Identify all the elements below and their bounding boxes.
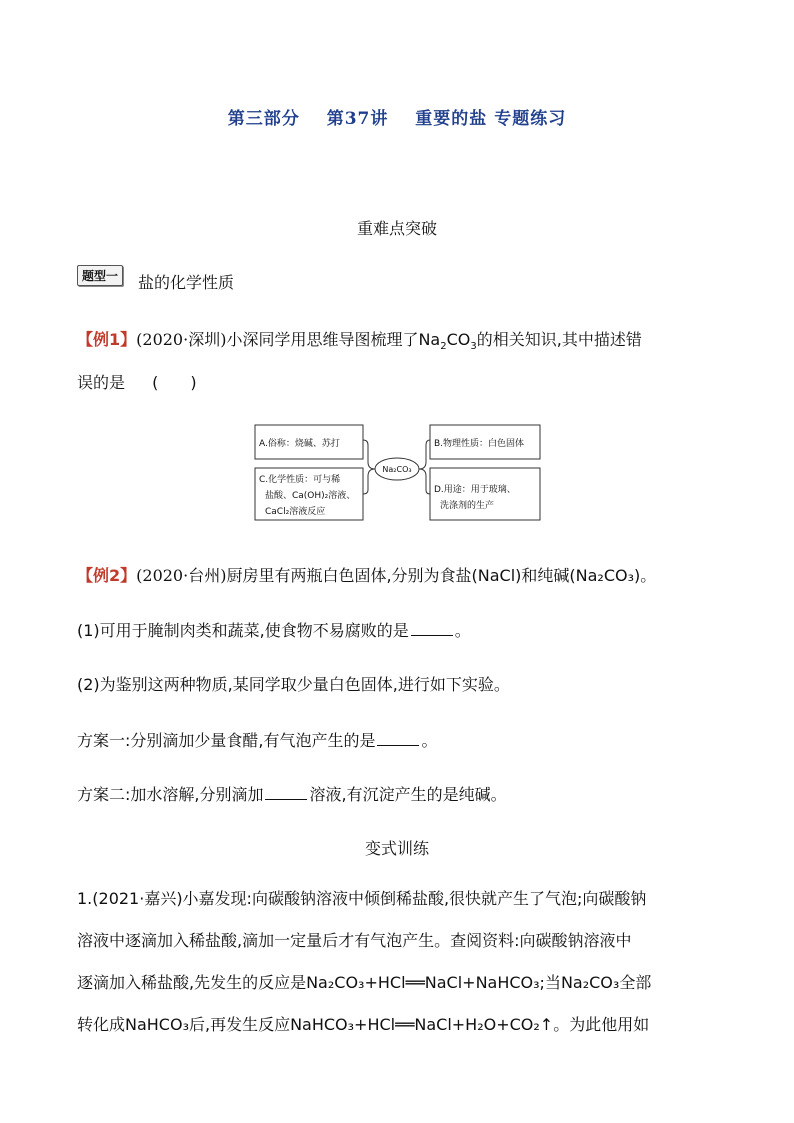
box-c-line-1: C.化学性质：可与稀 xyxy=(259,475,341,485)
box-b-text: B.物理性质：白色固体 xyxy=(434,439,525,449)
section-heading-difficult: 重难点突破 xyxy=(356,219,437,238)
plan-1-end: 。 xyxy=(421,731,438,750)
plan-2-text-a: 方案二:加水溶解,分别滴加 xyxy=(77,785,264,804)
section-heading-practice: 变式训练 xyxy=(364,839,429,858)
connector-a xyxy=(363,440,375,469)
connector-d xyxy=(419,469,430,494)
answer-blank-3[interactable] xyxy=(265,785,307,800)
answer-blank-2[interactable] xyxy=(377,731,419,746)
question-1-line-3: 逐滴加入稀盐酸,先发生的反应是Na₂CO₃+HCl══NaCl+NaHCO₃;当Na₂CO₃全部 xyxy=(77,973,652,992)
title-lecture: 第37讲 xyxy=(326,109,389,129)
plan-1-text: 方案一:分别滴加少量食醋,有气泡产生的是 xyxy=(77,731,376,750)
question-type-tag: 题型一 xyxy=(77,265,123,286)
example-1-label: 【例1】 xyxy=(77,330,137,349)
box-c-line-3: CaCl₂溶液反应 xyxy=(265,507,326,517)
example-1-line-2-text: 误的是 xyxy=(77,373,126,392)
example-1-line-1 xyxy=(77,327,642,352)
example-2-q1-end: 。 xyxy=(454,621,471,640)
answer-blank-1[interactable] xyxy=(411,621,453,636)
connector-b xyxy=(419,440,430,469)
example-1-line-2 xyxy=(77,370,197,393)
example-2-plan-1 xyxy=(77,728,438,751)
plan-2-text-b: 溶液,有沉淀产生的是纯碱。 xyxy=(309,785,507,804)
answer-parens: ( ) xyxy=(152,373,197,392)
question-type-title: 盐的化学性质 xyxy=(138,273,235,292)
example-2-line-1 xyxy=(77,563,656,586)
example-2-label: 【例2】 xyxy=(77,566,137,585)
box-c-line-2: 盐酸、Ca(OH)₂溶液、 xyxy=(265,491,356,501)
example-2-q2: (2)为鉴别这两种物质,某同学取少量白色固体,进行如下实验。 xyxy=(77,675,510,694)
center-node-text: Na₂CO₃ xyxy=(382,465,412,474)
example-1-source: (2020·深圳) xyxy=(136,330,227,349)
question-1-line-2: 溶液中逐滴加入稀盐酸,滴加一定量后才有气泡产生。查阅资料:向碳酸钠溶液中 xyxy=(77,931,632,950)
box-d-line-1: D.用途：用于玻璃、 xyxy=(434,485,516,495)
example-1-sub2: 2 xyxy=(440,341,447,353)
page-title xyxy=(0,104,794,129)
example-2-plan-2 xyxy=(77,782,507,805)
box-a-text: A.俗称：烧碱、苏打 xyxy=(259,439,340,449)
box-d-line-2: 洗涤剂的生产 xyxy=(440,501,495,511)
question-1-line-1: 1.(2021·嘉兴)小嘉发现:向碳酸钠溶液中倾倒稀盐酸,很快就产生了气泡;向碳酸钠 xyxy=(77,889,647,908)
example-1-text-b: 的相关知识,其中描述错 xyxy=(476,330,642,349)
title-topic: 重要的盐 专题练习 xyxy=(415,109,567,129)
mind-map-diagram xyxy=(250,420,545,526)
practice-question-1 xyxy=(77,882,717,1041)
example-2-q1-text: (1)可用于腌制肉类和蔬菜,使食物不易腐败的是 xyxy=(77,621,409,640)
question-1-line-4: 转化成NaHCO₃后,再发生反应NaHCO₃+HCl══NaCl+H₂O+CO₂↑。为此他用如 xyxy=(77,1015,650,1034)
example-1-text-a: 小深同学用思维导图梳理了Na xyxy=(226,330,441,349)
example-2-source: (2020·台州) xyxy=(136,566,227,585)
example-1-sub3: 3 xyxy=(470,341,477,353)
example-1-co: CO xyxy=(446,330,471,349)
example-2-text: 厨房里有两瓶白色固体,分别为食盐(NaCl)和纯碱(Na₂CO₃)。 xyxy=(226,566,657,585)
title-part: 第三部分 xyxy=(227,109,300,129)
connector-c xyxy=(363,469,375,494)
example-2-q1 xyxy=(77,618,471,641)
